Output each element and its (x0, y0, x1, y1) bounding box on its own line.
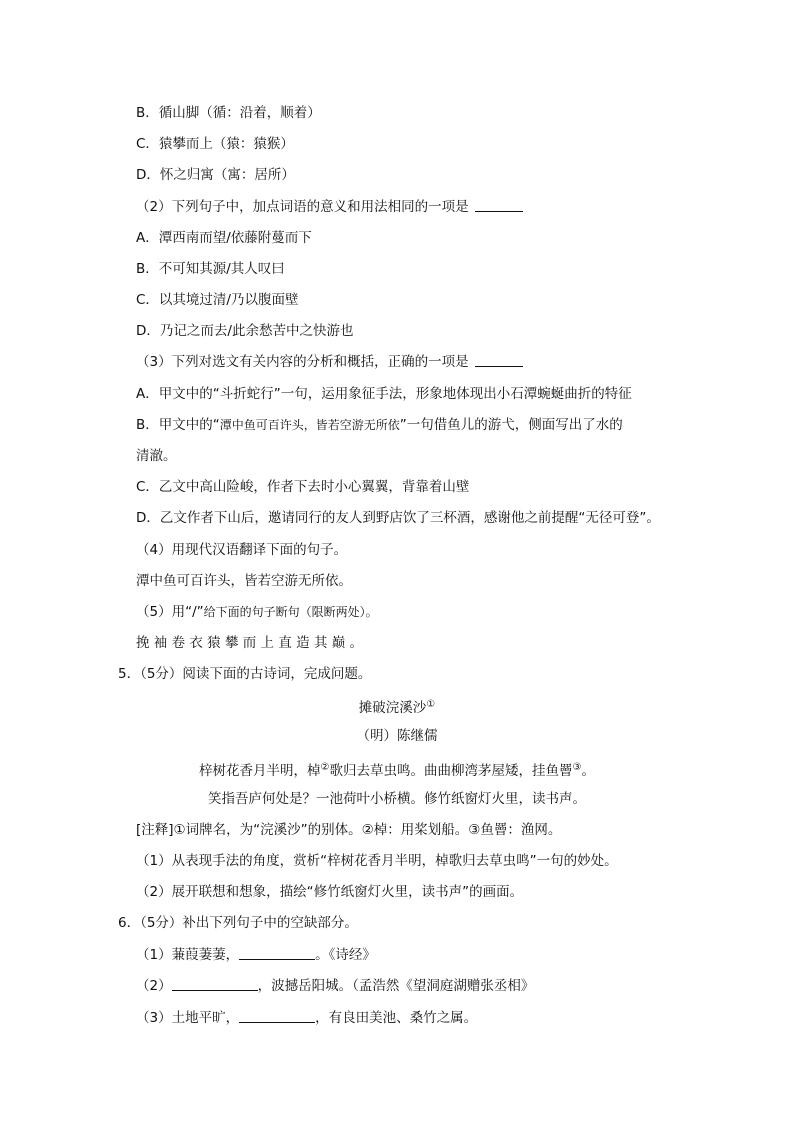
question-5-header: 5．（5分）阅读下面的古诗词，完成问题。 (118, 666, 372, 682)
option-3b-post: ”一句借鱼儿的游弋，侧面写出了水的 (399, 417, 623, 433)
q6-subquestion-2 (136, 976, 534, 996)
poem-line-1-part-a: 梓树花香月半明，棹 (199, 763, 321, 779)
option-3a: A．甲文中的“斗折蛇行”一句，运用象征手法，形象地体现出小石潭蜿蜒曲折的特征 (136, 386, 632, 402)
option-3b-quote: 潭中鱼可百许头，皆若空游无所依 (219, 418, 400, 432)
q6-sub2-pre: （2） (136, 978, 172, 994)
option-3b (136, 415, 623, 435)
option-1c: C．猿攀而上（猿：猿猴） (136, 136, 294, 152)
subquestion-3-text: （3）下列对选文有关内容的分析和概括，正确的一项是 (136, 354, 469, 370)
option-1b: B．循山脚（循：沿着，顺着） (136, 105, 321, 121)
footnote-mark-2: ② (320, 762, 330, 773)
poem-line-1-part-c: 。 (581, 763, 595, 779)
q6-subquestion-3 (136, 1008, 477, 1028)
footnote-mark-3: ③ (572, 762, 582, 773)
subquestion-5-sentence: 挽 袖 卷 衣 猿 攀 而 上 直 造 其 巅 。 (136, 635, 363, 651)
q6-sub1-pre: （1）蒹葭萋萋， (136, 947, 240, 963)
q5-subquestion-1: （1）从表现手法的角度，赏析“梓树花香月半明，棹歌归去草虫鸣”一句的妙处。 (136, 853, 618, 869)
subquestion-3 (136, 352, 523, 372)
q6-sub2-post: ，波撼岳阳城。（孟浩然《望洞庭湖赠张丞相》 (257, 978, 535, 994)
poem-line-1-part-b: 歌归去草虫鸣。曲曲柳湾茅屋矮，挂鱼罾 (329, 763, 573, 779)
option-1d: D．怀之归寓（寓：居所） (136, 167, 295, 183)
option-2d: D．乃记之而去/此余愁苦中之快游也 (136, 323, 354, 339)
q5-subquestion-2: （2）展开联想和想象，描绘“修竹纸窗灯火里，读书声”的画面。 (136, 884, 524, 900)
subquestion-4-sentence: 潭中鱼可百许头，皆若空游无所依。 (136, 573, 352, 589)
poem-line-2: 笑指吾庐何处是？一池荷叶小桥横。修竹纸窗灯火里，读书声。 (208, 791, 586, 807)
option-3d: D．乙文作者下山后，邀请同行的友人到野店饮了三杯酒，感谢他之前提醒“无径可登”。 (136, 510, 660, 526)
option-3c: C．乙文中高山险峻，作者下去时小心翼翼，背靠着山壁 (136, 479, 470, 495)
q6-sub3-post: ，有良田美池、桑竹之属。 (315, 1010, 478, 1026)
subquestion-2 (136, 197, 523, 217)
subquestion-5-pre: （5）用“/” (136, 604, 204, 620)
poem-title-text: 摊破浣溪沙 (358, 700, 427, 716)
fill-blank (239, 947, 315, 960)
subquestion-5 (136, 602, 378, 622)
q6-subquestion-1 (136, 945, 376, 965)
answer-blank (475, 354, 523, 367)
q6-sub1-post: 。《诗经》 (315, 947, 376, 963)
poem-title (0, 695, 794, 718)
option-3b-pre: B．甲文中的“ (136, 417, 220, 433)
subquestion-5-instruction: 给下面的句子断句（限断两处）。 (203, 605, 378, 619)
subquestion-2-text: （2）下列句子中，加点词语的意义和用法相同的一项是 (136, 199, 469, 215)
q6-sub3-pre: （3）土地平旷， (136, 1010, 240, 1026)
footnote-mark-1: ① (426, 699, 436, 710)
poem-line-1 (0, 758, 794, 781)
answer-blank (475, 199, 523, 212)
option-2c: C．以其境过清/乃以腹面壁 (136, 292, 299, 308)
fill-blank (239, 1010, 315, 1023)
option-3b-continued: 清澈。 (136, 448, 177, 464)
poem-author: （明）陈继儒 (356, 728, 438, 744)
question-6-header: 6．（5分）补出下列句子中的空缺部分。 (118, 915, 358, 931)
fill-blank (172, 978, 258, 991)
option-2a: A．潭西南而望/依藤附蔓而下 (136, 230, 312, 246)
subquestion-4: （4）用现代汉语翻译下面的句子。 (136, 542, 348, 558)
poem-notes: [注释]①词牌名，为“浣溪沙”的别体。②棹：用桨划船。③鱼罾：渔网。 (136, 822, 562, 838)
option-2b: B．不可知其源/其人叹曰 (136, 261, 285, 277)
